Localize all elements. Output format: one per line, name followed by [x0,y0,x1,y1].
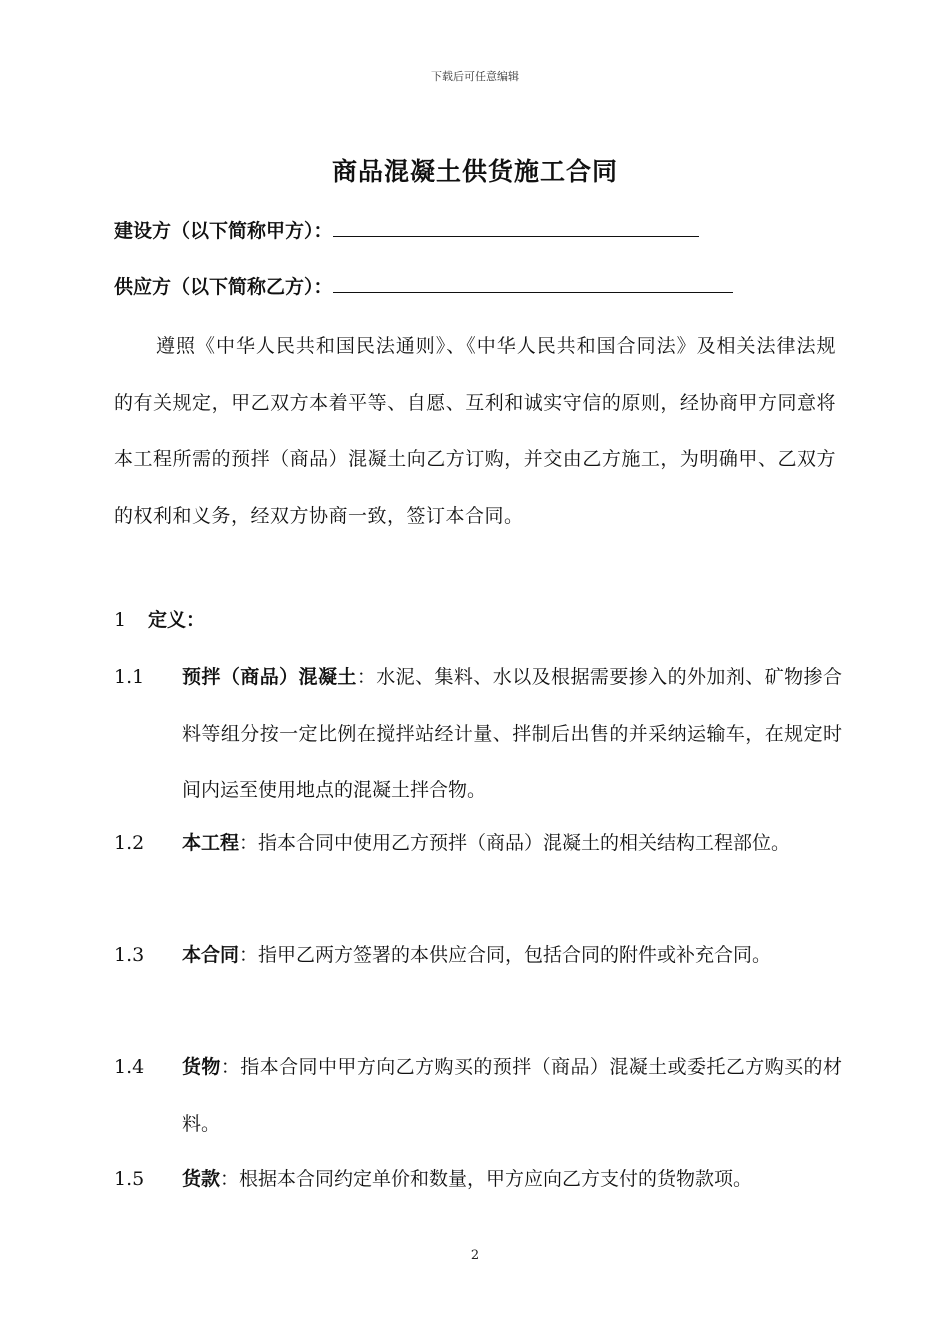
item-body [182,1039,842,1152]
item-term: 货款 [182,1168,221,1190]
item-number: 1.3 [114,944,145,966]
contract-title: 商品混凝土供货施工合同 [331,157,618,186]
item-number: 1.5 [114,1168,145,1190]
item-text: ：指甲乙两方签署的本供应合同，包括合同的附件或补充合同。 [239,944,772,966]
party-a-blank[interactable] [333,214,699,237]
section-label: 定义： [148,609,206,631]
section-number: 1 [114,609,127,631]
item-number: 1.1 [114,666,145,688]
item-term: 本工程 [182,832,240,854]
item-number: 1.4 [114,1056,145,1078]
item-term: 货物 [182,1056,221,1078]
party-a-label: 建设方（以下简称甲方）： [114,220,333,242]
party-b-blank[interactable] [333,270,733,293]
item-body [182,927,842,984]
item-body [182,815,842,872]
item-text: ：指本合同中使用乙方预拌（商品）混凝土的相关结构工程部位。 [239,832,791,854]
item-term: 本合同 [182,944,240,966]
item-text: ：根据本合同约定单价和数量，甲方应向乙方支付的货物款项。 [220,1168,753,1190]
item-text: ：水泥、集料、水以及根据需要掺入的外加剂、矿物掺合料等组分按一定比例在搅拌站经计量、拌制后出售的并采纳运输车，在规定时间内运至使用地点的混凝土拌合物。 [182,666,842,801]
party-b-line [114,270,733,300]
section-heading [114,602,205,638]
item-body [182,1151,862,1208]
party-b-label: 供应方（以下简称乙方）： [114,276,333,298]
page-number: 2 [470,1248,480,1263]
item-text: ：指本合同中甲方向乙方购买的预拌（商品）混凝土或委托乙方购买的材料。 [182,1056,842,1135]
item-body [182,649,842,819]
item-number: 1.2 [114,832,145,854]
party-a-line [114,214,699,244]
item-term: 预拌（商品）混凝土 [182,666,357,688]
intro-paragraph: 遵照《中华人民共和国民法通则》、《中华人民共和国合同法》及相关法律法规的有关规定，甲乙双方本着平等、自愿、互利和诚实守信的原则，经协商甲方同意将本工程所需的预拌（商品）混凝土向乙方订购，并交由乙方施工，为明确甲、乙双方的权利和义务，经双方协商一致，签订本合同。 [114,335,836,527]
header-note: 下载后可任意编辑 [431,70,519,83]
